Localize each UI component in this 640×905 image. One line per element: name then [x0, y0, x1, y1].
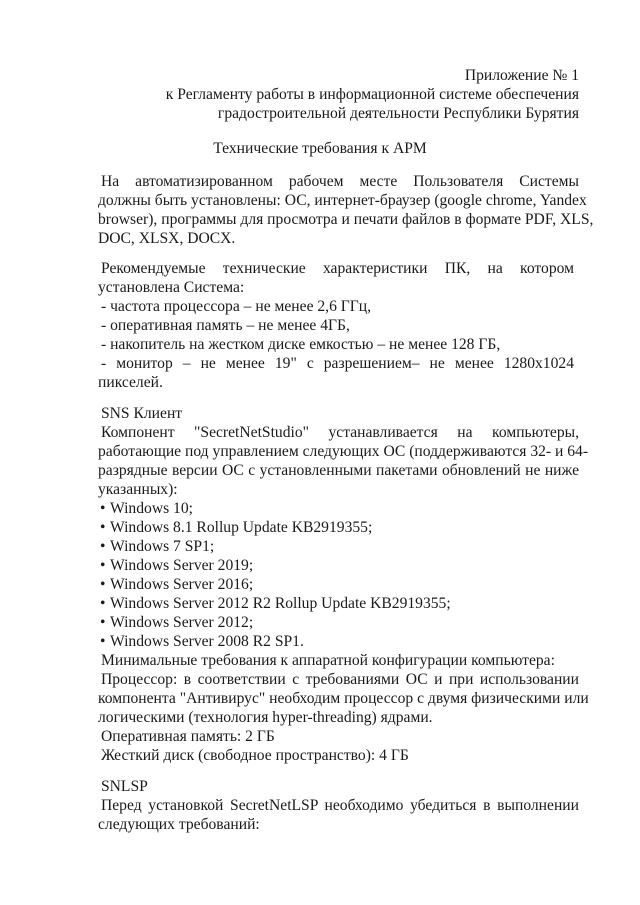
spec-item: - частота процессора – не менее 2,6 ГГц, — [101, 298, 372, 315]
hw-requirements-title: Минимальные требования к аппаратной конфигурации компьютера: — [101, 652, 555, 669]
bullet: • — [100, 595, 106, 612]
bullet: • — [100, 576, 106, 593]
bullet: • — [100, 557, 106, 574]
os-list-item: • Windows 10; — [100, 500, 193, 517]
os-list-item: • Windows Server 2008 R2 SP1. — [100, 633, 304, 650]
os-list-item: • Windows Server 2016; — [100, 576, 254, 593]
paragraph-line: Компонент "SecretNetStudio" устанавливается на компьютеры, — [101, 424, 579, 441]
spec-item: - оперативная память – не менее 4ГБ, — [101, 317, 350, 334]
paragraph-line: На автоматизированном рабочем месте Пользователя Системы — [101, 173, 579, 190]
appendix-number: Приложение № 1 — [464, 67, 579, 84]
paragraph-line: пикселей. — [98, 374, 163, 391]
section-heading-snlsp: SNLSP — [101, 778, 148, 795]
paragraph-line: должны быть установлены: ОС, интернет-браузер (google chrome, Yandex — [98, 192, 587, 209]
bullet: • — [100, 538, 106, 555]
paragraph-line: browser), программы для просмотра и печати файлов в формате PDF, XLS, — [98, 211, 594, 228]
appendix-regulation-line: к Регламенту работы в информационной системе обеспечения — [165, 86, 579, 103]
paragraph-line: DOC, XLSX, DOCX. — [98, 230, 236, 247]
bullet: • — [100, 633, 106, 650]
paragraph-line: логическими (технология hyper-threading) ядрами. — [98, 709, 433, 726]
paragraph-line: Рекомендуемые технические характеристики ПК, на котором — [101, 260, 574, 277]
paragraph-line: Процессор: в соответствии с требованиями ОС и при использовании — [101, 671, 579, 688]
paragraph-line: компонента "Антивирус" необходим процессор с двумя физическими или — [98, 690, 589, 707]
paragraph-line: Перед установкой SecretNetLSP необходимо убедиться в выполнении — [101, 797, 579, 814]
paragraph-line: указанных): — [98, 481, 178, 498]
spec-item: - монитор – не менее 19" с разрешением– не менее 1280х1024 — [101, 355, 574, 372]
os-list-item: • Windows 7 SP1; — [100, 538, 215, 555]
os-list-item: • Windows Server 2012; — [100, 614, 254, 631]
paragraph-line: работающие под управлением следующих ОС (поддерживаются 32- и 64- — [98, 443, 589, 460]
document-title: Технические требования к АРМ — [213, 140, 427, 157]
bullet: • — [100, 614, 106, 631]
os-list-item: • Windows Server 2019; — [100, 557, 254, 574]
paragraph-line: установлена Система: — [98, 279, 245, 296]
bullet: • — [100, 500, 106, 517]
spec-item: - накопитель на жестком диске емкостью – не менее 128 ГБ, — [101, 336, 501, 353]
bullet: • — [100, 519, 106, 536]
disk-requirement: Жесткий диск (свободное пространство): 4 ГБ — [101, 747, 409, 764]
os-list-item: • Windows 8.1 Rollup Update KB2919355; — [100, 519, 373, 536]
section-heading-sns: SNS Клиент — [101, 405, 183, 422]
paragraph-line: следующих требований: — [98, 816, 260, 833]
appendix-region-line: градостроительной деятельности Республики Бурятия — [217, 105, 579, 122]
paragraph-line: разрядные версии ОС с установленными пакетами обновлений не ниже — [98, 462, 579, 479]
ram-requirement: Оперативная память: 2 ГБ — [101, 728, 275, 745]
os-list-item: • Windows Server 2012 R2 Rollup Update KB2919355; — [100, 595, 451, 612]
